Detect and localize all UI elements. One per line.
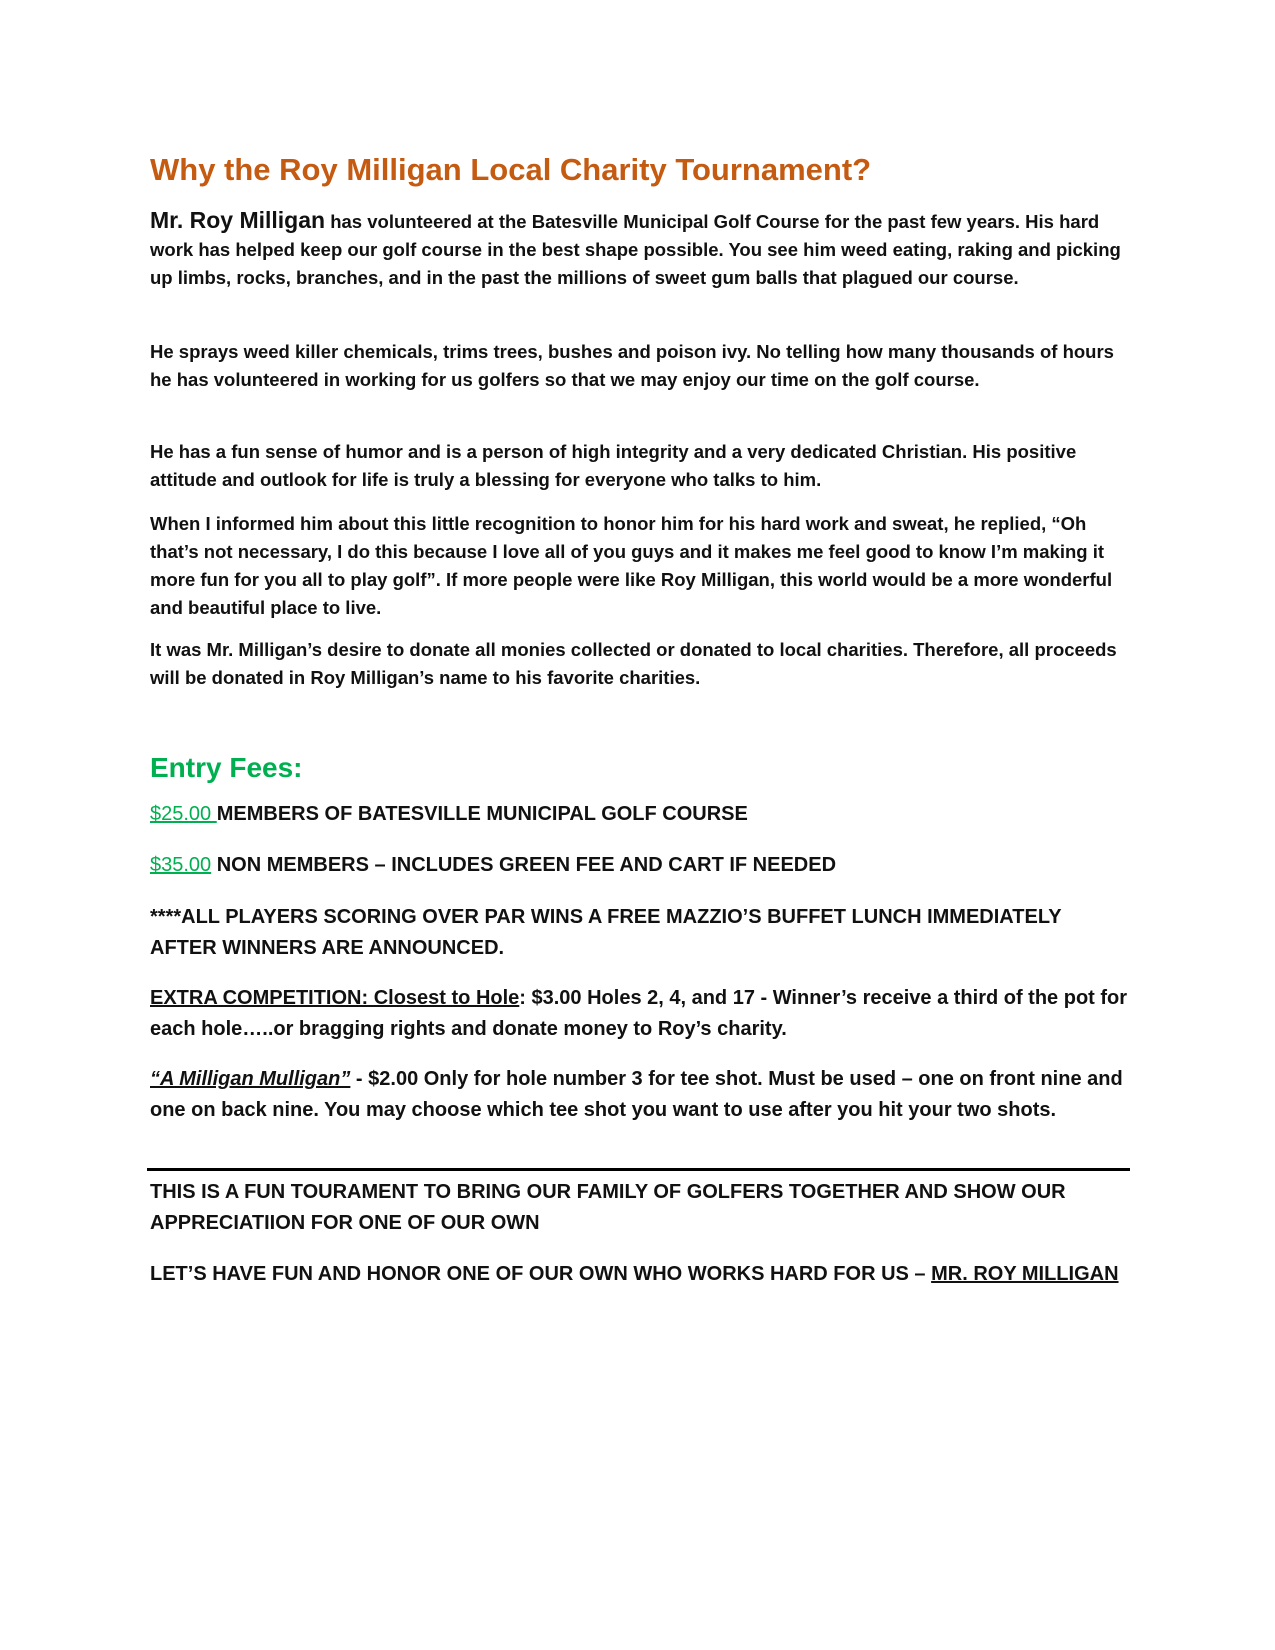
quote-paragraph: When I informed him about this little recognition to honor him for his hard work and sweat, he replied, “Oh that’s not necessary, I do this because I love all of you guys and it makes me feel good to know I’m making it more fun for you all to play golf”. If more people were like Roy Milligan, this world would be a more wonderful and beautiful place to live.: [150, 513, 1113, 618]
nonmembers-price: $35.00: [150, 854, 212, 876]
volunteer-paragraph: He sprays weed killer chemicals, trims trees, bushes and poison ivy. No telling how many thousands of hours he has volunteered in working for us golfers so that we may enjoy our time on the golf course.: [150, 341, 1114, 390]
intro-text: has volunteered at the Batesville Municipal Golf Course for the past few years. His hard work has helped keep our golf course in the best shape possible. You see him weed eating, raking and picking up limbs, rocks, branches, and in the past the millions of sweet gum balls that plagued our course.: [150, 211, 1121, 288]
mulligan-label: “A Milligan Mulligan”: [150, 1068, 351, 1090]
entry-fees-heading: Entry Fees:: [150, 752, 303, 783]
mulligan-line: [150, 1064, 1130, 1126]
members-fee-line: [150, 799, 1130, 830]
intro-paragraph: [150, 206, 1130, 292]
nonmembers-fee-line: [150, 850, 1130, 881]
section-divider: [147, 1168, 1130, 1171]
lunch-note: ****ALL PLAYERS SCORING OVER PAR WINS A FREE MAZZIO’S BUFFET LUNCH IMMEDIATELY AFTER WINNERS ARE ANNOUNCED.: [150, 906, 1062, 959]
extra-competition-line: [150, 983, 1130, 1045]
extra-competition-text: : $3.00 Holes 2, 4, and 17 - Winner’s receive a third of the pot for each hole…..or bragging rights and donate money to Roy’s charity.: [150, 987, 1128, 1040]
honor-text: LET’S HAVE FUN AND HONOR ONE OF OUR OWN WHO WORKS HARD FOR US –: [150, 1263, 932, 1285]
intro-lead-name: Mr. Roy Milligan: [150, 207, 326, 233]
honor-name: MR. ROY MILLIGAN: [931, 1263, 1119, 1285]
members-price: $25.00: [150, 803, 217, 825]
fun-tournament-note: THIS IS A FUN TOURAMENT TO BRING OUR FAMILY OF GOLFERS TOGETHER AND SHOW OUR APPRECIATIION FOR ONE OF OUR OWN: [150, 1181, 1066, 1234]
extra-competition-label: EXTRA COMPETITION: Closest to Hole: [150, 987, 520, 1009]
mulligan-text: - $2.00 Only for hole number 3 for tee shot. Must be used – one on front nine and one on back nine. You may choose which tee shot you want to use after you hit your two shots.: [150, 1068, 1123, 1121]
charity-paragraph: It was Mr. Milligan’s desire to donate all monies collected or donated to local charities. Therefore, all proceeds will be donated in Roy Milligan’s name to his favorite charities.: [150, 639, 1117, 688]
nonmembers-fee-text: NON MEMBERS – INCLUDES GREEN FEE AND CART IF NEEDED: [211, 854, 837, 876]
character-paragraph: He has a fun sense of humor and is a person of high integrity and a very dedicated Christian. His positive attitude and outlook for life is truly a blessing for everyone who talks to him.: [150, 441, 1077, 490]
honor-note: [150, 1259, 1130, 1290]
members-fee-text: MEMBERS OF BATESVILLE MUNICIPAL GOLF COURSE: [216, 803, 748, 825]
page-title: Why the Roy Milligan Local Charity Tournament?: [150, 152, 872, 187]
